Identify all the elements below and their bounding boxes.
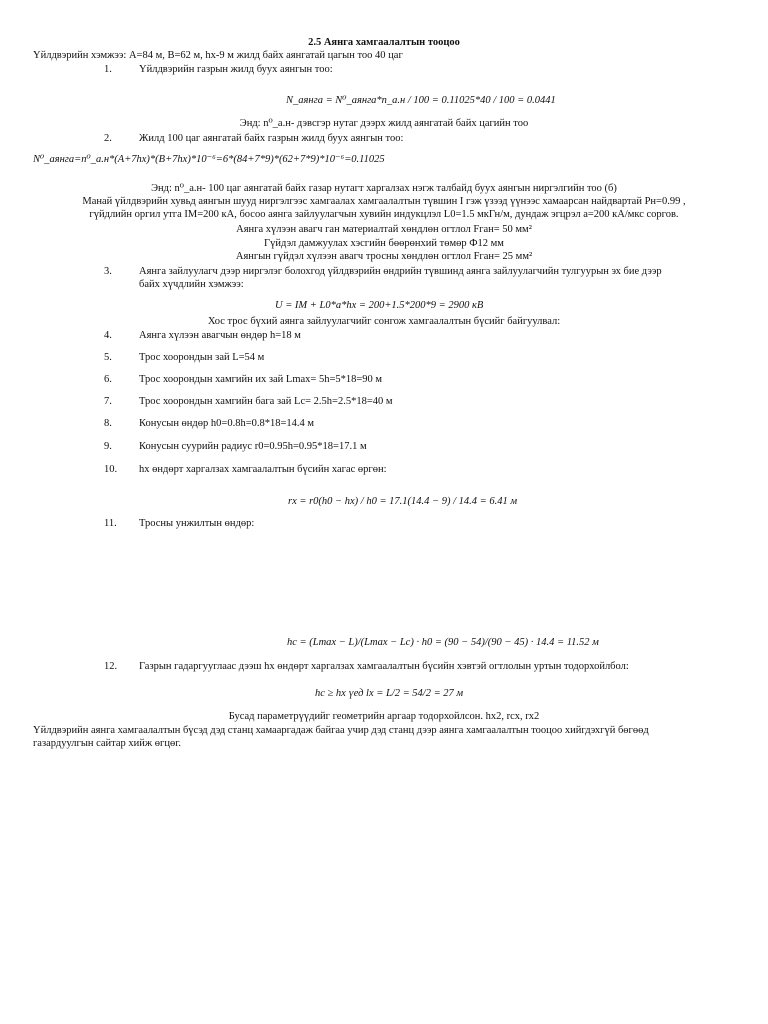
item-number-1: 1.	[104, 64, 112, 75]
item-number-10: 10.	[104, 464, 118, 475]
equation-11: hc = (Lmax − L)/(Lmax − Lc) · h0 = (90 − 54)/(90 − 45) · 14.4 = 11.52 м	[287, 637, 599, 648]
item-number-2: 2.	[104, 133, 112, 144]
equation-2-note: Энд: n⁰_a.н- 100 цаг аянгатай байх газар нутагт харгалзах нэгж талбайд буух аянгын ниргэлгийн тоо (б)	[151, 183, 617, 194]
item-text-6: Трос хоорондын хамгийн их зай Lmax= 5h=5*18=90 м	[139, 374, 383, 385]
item-text-2: Жилд 100 цаг аянгатай байх газрын жилд буух аянгын тоо:	[139, 133, 404, 144]
item-number-9: 9.	[104, 441, 112, 452]
equation-12: hc ≥ hx үед lx = L/2 = 54/2 = 27 м	[315, 688, 464, 699]
item-text-5: Трос хоорондын зай L=54 м	[139, 352, 265, 363]
equation-2: N⁰_аянга=n⁰_a.н*(A+7hx)*(B+7hx)*10⁻⁶=6*(84+7*9)*(62+7*9)*10⁻⁶=0.11025	[33, 154, 385, 165]
item-text-1: Үйлдвэрийн газрын жилд буух аянгын тоо:	[139, 64, 333, 75]
item-text-3-cont: байх хүчдлийн хэмжээ:	[139, 279, 244, 290]
item-text-10: hx өндөрт харгалзах хамгаалалтын бүсийн хагас өргөн:	[139, 464, 387, 475]
paragraph-line-3: Аянга хүлээн авагч ган материалтай хөндлөн огтлол Fган= 50 мм²	[236, 224, 532, 235]
item-text-11: Тросны унжилтын өндөр:	[139, 518, 255, 529]
closing-line-2: газардуулгын сайтар хийж өгцөг.	[33, 738, 181, 749]
item-number-3: 3.	[104, 266, 112, 277]
intro-line: Үйлдвэрийн хэмжээ: A=84 м, B=62 м, hx-9 м жилд байх аянгатай цагын тоо 40 цаг	[33, 50, 403, 61]
item-text-4: Аянга хүлээн авагчын өндөр h=18 м	[139, 330, 301, 341]
paragraph-line-4: Гүйдэл дамжуулах хэсгийн бөөрөнхий төмөр Ф12 мм	[264, 238, 504, 249]
item-text-3: Аянга зайлуулагч дээр ниргэлэг болохгод үйлдвэрийн өндрийн түвшинд аянга зайлуулагчийн тулгуурын эх бие дээр	[139, 266, 662, 277]
item-number-5: 5.	[104, 352, 112, 363]
item-text-8: Конусын өндөр h0=0.8h=0.8*18=14.4 м	[139, 418, 315, 429]
section-title: 2.5 Аянга хамгаалалтын тооцоо	[308, 37, 460, 48]
item-text-7: Трос хоорондын хамгийн бага зай Lc= 2.5h=2.5*18=40 м	[139, 396, 393, 407]
item-number-6: 6.	[104, 374, 112, 385]
equation-10: rx = r0(h0 − hx) / h0 = 17.1(14.4 − 9) / 14.4 = 6.41 м	[288, 496, 518, 507]
item-number-8: 8.	[104, 418, 112, 429]
item-number-11: 11.	[104, 518, 117, 529]
paragraph-line-1: Манай үйлдвэрийн хувьд аянгын шууд ниргэлгээс хамгаалах хамгаалалтын түвшин I гэж үзээд үүнээс хамаарсан найдвартай Pн=0.99 ,	[82, 196, 686, 207]
item-number-12: 12.	[104, 661, 118, 672]
item-text-9: Конусын суурийн радиус r0=0.95h=0.95*18=17.1 м	[139, 441, 367, 452]
closing-line-1: Үйлдвэрийн аянга хамгаалалтын бүсэд дэд станц хамааргадаж байгаа учир дэд станц дээр аянга хамгаалалтын тооцоо хийгдэхгүй бөгөөд	[33, 725, 649, 736]
equation-3: U = IM + L0*a*hx = 200+1.5*200*9 = 2900 кВ	[275, 300, 484, 311]
paragraph-line-5: Аянгын гүйдэл хүлээн авагч тросны хөндлөн огтлол Fган= 25 мм²	[235, 251, 533, 262]
paragraph-line-2: гүйдлийн оргил утга IM=200 кА, босоо аянга зайлуулагчын хувийн индукцлэл L0=1.5 мкГн/м, дундаж эгцрэл a=200 кА/мкс соргов.	[89, 209, 679, 220]
equation-1-note: Энд: n⁰_a.н- дэвсгэр нутаг дээрх жилд аянгатай байх цагийн тоо	[239, 118, 529, 129]
equation-3-note: Хос трос бүхий аянга зайлуулагчийг сонгож хамгаалалтын бүсийг байгуулвал:	[207, 316, 561, 327]
item-text-12: Газрын гадаргууглаас дээш hx өндөрт харгалзах хамгаалалтын бүсийн хэвтэй огтлолын уртын тодорхойлбол:	[139, 661, 629, 672]
equation-12-note: Бусад параметрүүдийг геометрийн аргаар тодорхойлсон. hx2, rcx, rx2	[228, 711, 540, 722]
item-number-4: 4.	[104, 330, 112, 341]
equation-1: N_аянга = N⁰_аянга*n_a.н / 100 = 0.11025*40 / 100 = 0.0441	[286, 95, 556, 106]
item-number-7: 7.	[104, 396, 112, 407]
